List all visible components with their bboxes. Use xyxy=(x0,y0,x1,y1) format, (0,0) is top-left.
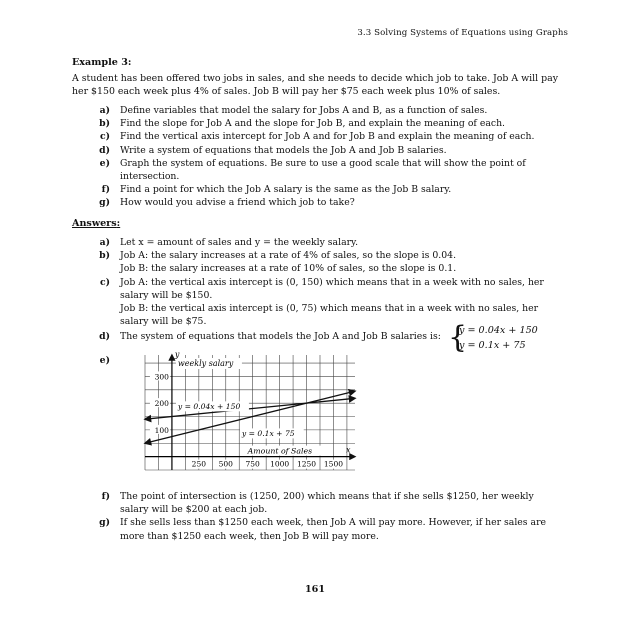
answer-item xyxy=(72,276,562,329)
answer-item xyxy=(72,490,562,516)
answer-label: b) xyxy=(99,250,110,262)
answer-label: e) xyxy=(99,355,110,366)
question-label: b) xyxy=(99,118,110,130)
example-intro: A student has been offered two jobs in sales, and she needs to decide which job to take. Job A will pay her $150 each week plus 4% of sales. Job B will pay her $75 each week plus 10% of sales. xyxy=(72,73,559,97)
salary-graph xyxy=(140,350,360,475)
answer-line: Job A: the vertical axis intercept is (0, 150) which means that in a week with no sales, her salary will be $150. xyxy=(120,276,544,301)
question-item xyxy=(72,157,562,183)
answer-label: a) xyxy=(99,237,110,248)
answer-label: c) xyxy=(99,276,110,288)
series-label: y = 0.1x + 75 xyxy=(241,428,295,438)
x-axis-letter: x xyxy=(346,445,351,455)
chart-title: weekly salary xyxy=(177,359,234,368)
question-list xyxy=(72,104,562,210)
answer-line: Job B: the vertical axis intercept is (0, 75) which means that in a week with no sales, her salary will be $75. xyxy=(120,303,539,328)
x-tick-label: 250 xyxy=(191,459,207,469)
answer-list xyxy=(72,236,562,328)
question-text: Write a system of equations that models the Job A and Job B salaries. xyxy=(120,144,447,156)
answer-text xyxy=(120,276,562,329)
y-tick-label: 200 xyxy=(154,399,169,409)
question-text: Find the vertical axis intercept for Job A and for Job B and explain the meaning of each. xyxy=(120,131,535,143)
question-label: f) xyxy=(101,184,110,196)
equation-job-b: y = 0.1x + 75 xyxy=(459,340,526,351)
answer-item xyxy=(72,249,562,275)
question-text: Find the slope for Job A and the slope for Job B, and explain the meaning of each. xyxy=(120,118,506,130)
x-tick-label: 500 xyxy=(218,459,233,469)
y-tick-label: 100 xyxy=(154,425,169,435)
question-label: a) xyxy=(99,105,110,116)
question-label: d) xyxy=(99,144,110,156)
answer-item xyxy=(72,516,562,542)
answer-item xyxy=(72,236,562,249)
question-item xyxy=(72,144,562,157)
answer-text: The system of equations that models the Job A and Job B salaries is: xyxy=(120,331,441,342)
question-item xyxy=(72,130,562,143)
answer-list-fg xyxy=(72,490,562,543)
equation-system xyxy=(459,323,538,353)
answer-text: If she sells less than $1250 each week, then Job A will pay more. However, if her sales are more than $1250 each week, then Job B will pay more. xyxy=(120,517,547,542)
question-item xyxy=(72,117,562,130)
x-tick-label: 1250 xyxy=(296,459,317,469)
y-axis-letter: y xyxy=(174,350,180,359)
x-axis-label: Amount of Sales xyxy=(247,446,313,456)
answers-heading-text: Answers xyxy=(72,218,117,229)
question-label: g) xyxy=(99,197,110,209)
answers-heading: Answers: xyxy=(72,218,121,229)
answer-line: Job A: the salary increases at a rate of 4% of sales, so the slope is 0.04. xyxy=(120,250,457,262)
question-text: How would you advise a friend which job to take? xyxy=(120,197,355,209)
answer-line: Job B: the salary increases at a rate of 10% of sales, so the slope is 0.1. xyxy=(120,263,457,275)
answer-text: The point of intersection is (1250, 200) which means that if she sells $1250, her weekly salary will be $200 at each job. xyxy=(120,491,534,516)
page-header: 3.3 Solving Systems of Equations using Graphs xyxy=(357,28,568,38)
y-tick-label: 300 xyxy=(154,372,169,382)
x-tick-label: 1000 xyxy=(270,459,290,469)
answer-label: g) xyxy=(99,517,110,529)
x-tick-label: 1500 xyxy=(323,459,344,469)
series-label: y = 0.04x + 150 xyxy=(177,401,241,411)
answer-label: d) xyxy=(99,331,110,342)
equation-job-a: y = 0.04x + 150 xyxy=(459,325,538,336)
answer-text xyxy=(120,249,562,275)
question-label: e) xyxy=(99,157,110,169)
question-item xyxy=(72,104,562,117)
x-tick-label: 750 xyxy=(245,459,260,469)
question-text: Graph the system of equations. Be sure to use a good scale that will show the point of intersection. xyxy=(120,157,526,183)
question-item xyxy=(72,183,562,196)
answer-text: Let x = amount of sales and y = the weekly salary. xyxy=(120,237,359,248)
example-title: Example 3: xyxy=(72,57,132,68)
question-text: Define variables that model the salary for Jobs A and B, as a function of sales. xyxy=(120,105,488,116)
question-label: c) xyxy=(99,131,110,143)
brace-symbol: { xyxy=(448,320,468,355)
question-item xyxy=(72,196,562,209)
page-number: 161 xyxy=(304,584,326,595)
answer-label: f) xyxy=(101,491,110,502)
question-text: Find a point for which the Job A salary is the same as the Job B salary. xyxy=(120,184,452,196)
